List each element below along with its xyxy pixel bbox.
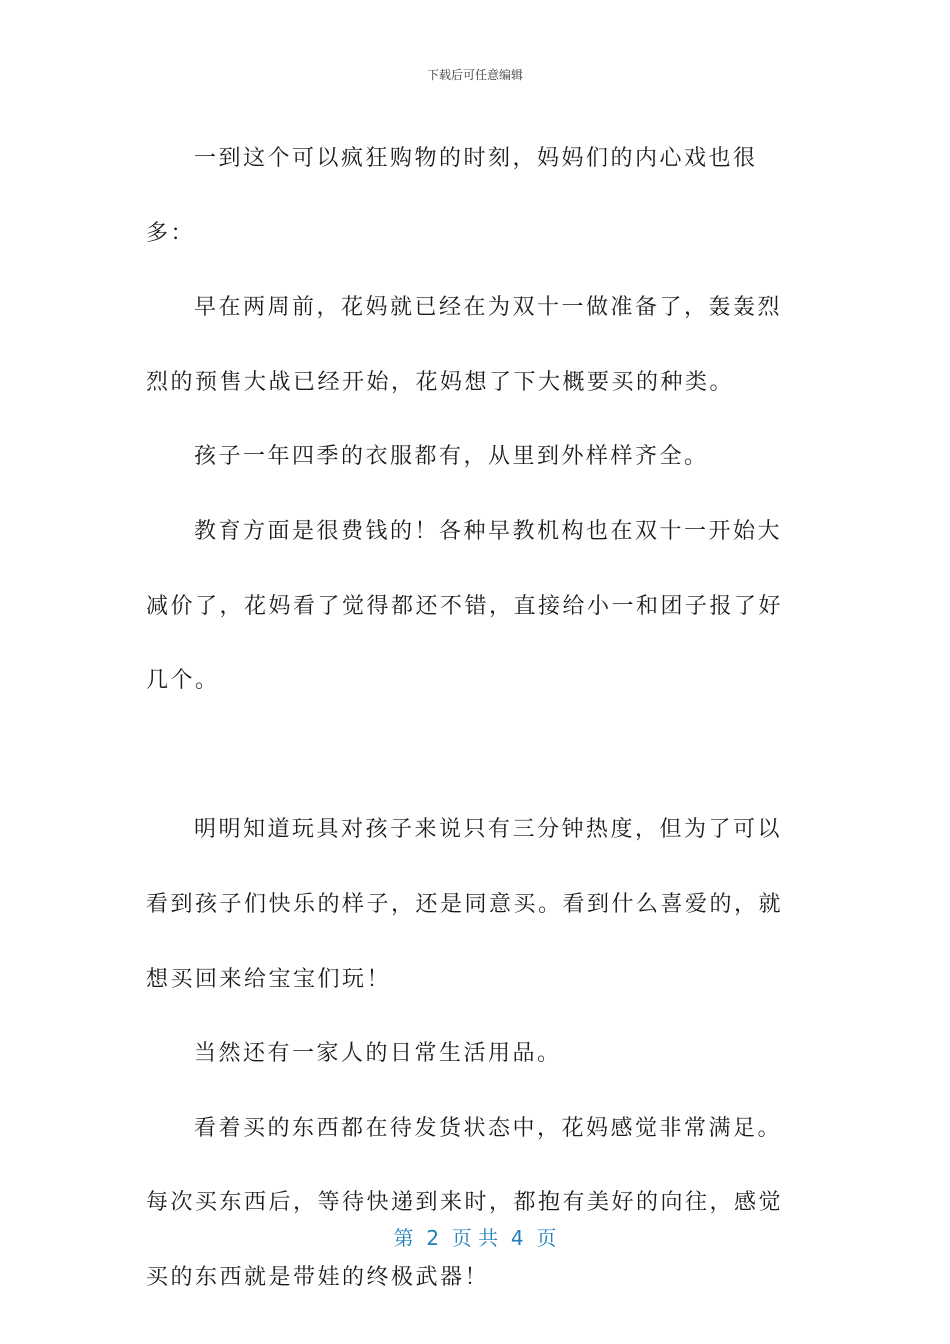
- header-note: 下载后可任意编辑: [426, 68, 523, 82]
- paragraph-4: 教育方面是很费钱的！各种早教机构也在双十一开始大减价了，花妈看了觉得都还不错，直接给小一和团子报了好几个。: [146, 518, 784, 694]
- paragraph-6: 当然还有一家人的日常生活用品。: [194, 1041, 562, 1067]
- document-body: [146, 122, 806, 1316]
- paragraph-spacer: [146, 719, 806, 794]
- paragraph-7: 看着买的东西都在待发货状态中，花妈感觉非常满足。每次买东西后，等待快递到来时，都抱有美好的向往，感觉买的东西就是带娃的终极武器！: [146, 1115, 784, 1290]
- page-number: 第 2 页 共 4 页: [393, 1226, 557, 1250]
- paragraph-5: 明明知道玩具对孩子来说只有三分钟热度，但为了可以看到孩子们快乐的样子，还是同意买。看到什么喜爱的，就想买回来给宝宝们玩！: [146, 817, 784, 992]
- paragraph-1: 一到这个可以疯狂购物的时刻，妈妈们的内心戏也很多：: [146, 146, 758, 246]
- paragraph-2: 早在两周前，花妈就已经在为双十一做准备了，轰轰烈烈的预售大战已经开始，花妈想了下大概要买的种类。: [146, 295, 783, 395]
- paragraph-3: 孩子一年四季的衣服都有，从里到外样样齐全。: [194, 444, 709, 470]
